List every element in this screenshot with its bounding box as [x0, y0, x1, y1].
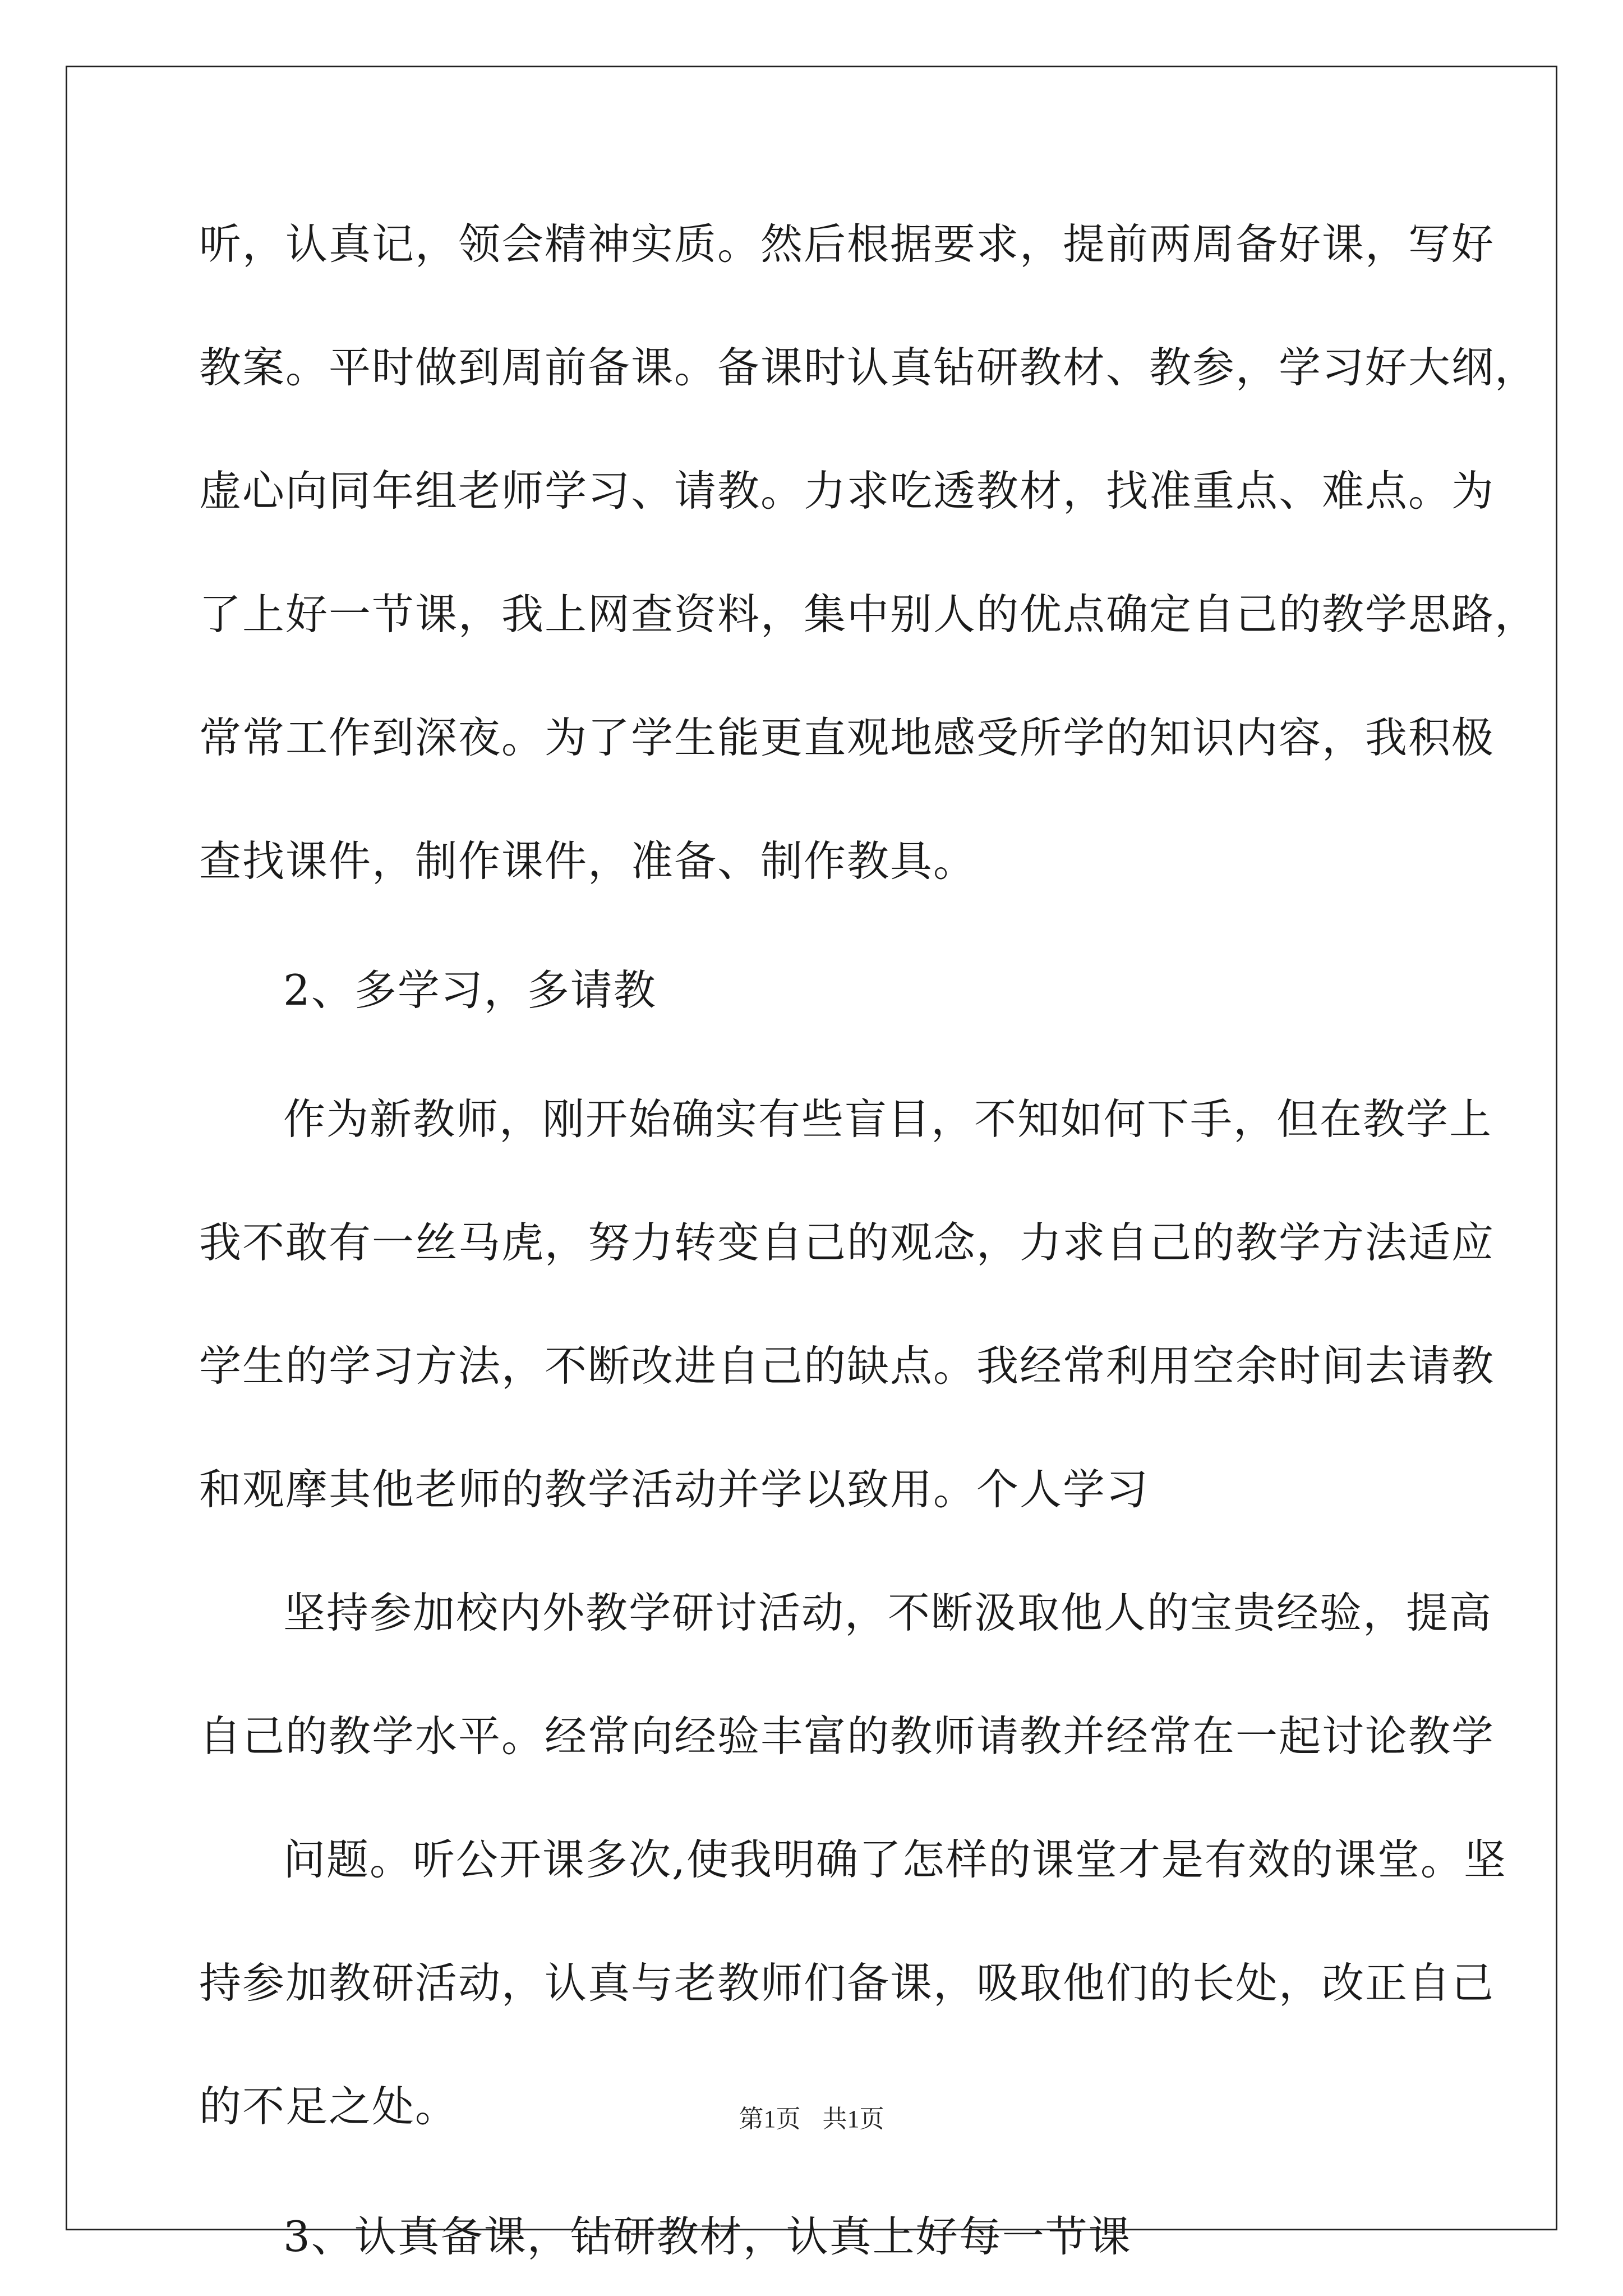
- paragraph-line: 的不足之处。: [199, 2082, 459, 2131]
- section-heading: 2、多学习，多请教: [283, 965, 657, 1015]
- paragraph-line: 学生的学习方法，不断改进自己的缺点。我经常利用空余时间去请教: [199, 1341, 1495, 1391]
- paragraph-line: 我不敢有一丝马虎，努力转变自己的观念，力求自己的教学方法适应: [199, 1218, 1495, 1267]
- paragraph-line: 查找课件，制作课件，准备、制作教具。: [199, 836, 977, 886]
- paragraph-line: 虚心向同年组老师学习、请教。力求吃透教材，找准重点、难点。为: [199, 466, 1495, 516]
- section-heading: 3、认真备课，钻研教材，认真上好每一节课: [283, 2212, 1132, 2261]
- page-number: 第1页: [739, 2105, 801, 2133]
- paragraph-line: 听，认真记，领会精神实质。然后根据要求，提前两周备好课，写好: [199, 219, 1495, 269]
- paragraph-line: 坚持参加校内外教学研讨活动，不断汲取他人的宝贵经验，提高: [283, 1588, 1493, 1637]
- page-total: 共1页: [822, 2105, 884, 2133]
- paragraph-line: 教案。平时做到周前备课。备课时认真钻研教材、教参，学习好大纲，: [199, 343, 1538, 392]
- paragraph-line: 作为新教师，刚开始确实有些盲目，不知如何下手，但在教学上: [283, 1094, 1493, 1144]
- page-footer: [0, 2102, 1623, 2136]
- paragraph-line: 常常工作到深夜。为了学生能更直观地感受所学的知识内容，我积极: [199, 713, 1495, 762]
- paragraph-line: 和观摩其他老师的教学活动并学以致用。个人学习: [199, 1465, 1150, 1514]
- paragraph-line: 问题。听公开课多次,使我明确了怎样的课堂才是有效的课堂。坚: [283, 1835, 1507, 1884]
- paragraph-line: 自己的教学水平。经常向经验丰富的教师请教并经常在一起讨论教学: [199, 1711, 1495, 1761]
- paragraph-line: 持参加教研活动，认真与老教师们备课，吸取他们的长处，改正自己: [199, 1958, 1495, 2008]
- paragraph-line: 了上好一节课，我上网查资料，集中别人的优点确定自己的教学思路，: [199, 590, 1538, 639]
